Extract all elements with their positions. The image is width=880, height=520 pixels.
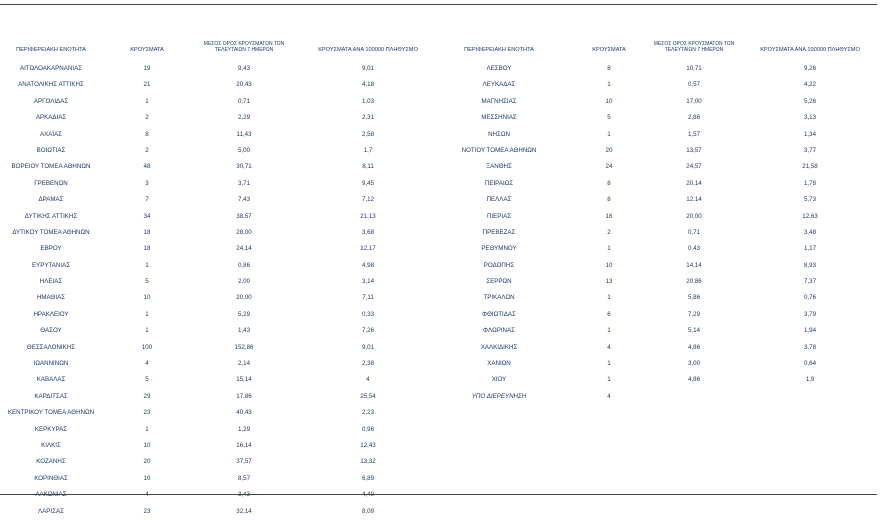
cell-unit: ΡΕΘΥΜΝΟΥ xyxy=(481,245,517,253)
cell-per-100k: 12,63 xyxy=(802,212,818,220)
cell-unit: ΚΕΝΤΡΙΚΟΥ ΤΟΜΕΑ ΑΘΗΝΩΝ xyxy=(7,409,95,417)
cell-cases: 1 xyxy=(607,327,611,335)
table-row xyxy=(0,422,450,438)
cell-unit: ΗΛΕΙΑΣ xyxy=(39,278,63,286)
cell-per-100k xyxy=(294,487,442,503)
cell-avg-7-days: 17,00 xyxy=(686,97,702,105)
cell-unit: ΒΟΙΩΤΙΑΣ xyxy=(36,146,66,154)
cell-unit: ΧΑΝΙΩΝ xyxy=(487,360,511,368)
header-avg-7-days xyxy=(648,41,740,53)
cell-avg-7-days: 12,14 xyxy=(686,196,702,204)
table-row xyxy=(452,159,878,175)
cell-per-100k: 9,26 xyxy=(803,65,817,72)
table-row xyxy=(452,225,878,241)
cell-unit: ΝΟΤΙΟΥ ΤΟΜΕΑ ΑΘΗΝΩΝ xyxy=(461,146,537,154)
cell-avg-7-days: 0,71 xyxy=(237,97,251,105)
cell-unit: ΞΑΝΘΗΣ xyxy=(486,163,512,171)
table-row xyxy=(452,241,878,257)
cell-unit: ΠΡΕΒΕΖΑΣ xyxy=(482,228,516,236)
cell-unit: ΔΡΑΜΑΣ xyxy=(38,196,64,204)
table-row xyxy=(452,372,878,388)
cell-cases: 10 xyxy=(143,441,151,449)
cell-per-100k: 3,77 xyxy=(803,146,817,154)
cell-unit: ΕΒΡΟΥ xyxy=(40,245,62,253)
cell-cases: 2 xyxy=(145,114,149,122)
cell-per-100k: 4,98 xyxy=(361,261,375,269)
table-row xyxy=(0,504,450,520)
cell-cases: 4 xyxy=(607,343,611,351)
bottom-divider xyxy=(0,494,877,495)
cell-avg-7-days: 14,14 xyxy=(686,261,702,269)
cell-avg-7-days: 0,86 xyxy=(237,261,251,269)
cell-per-100k: 3,68 xyxy=(361,228,375,236)
cell-cases: 8 xyxy=(145,130,149,138)
cell-avg-7-days: 5,00 xyxy=(237,146,251,154)
cell-avg-7-days: 28,00 xyxy=(236,228,252,236)
header-unit: ΠΕΡΙΦΕΡΕΙΑΚΗ ΕΝΟΤΗΤΑ xyxy=(16,47,86,53)
table-row xyxy=(452,258,878,274)
cell-per-100k: 5,73 xyxy=(803,196,817,204)
cell-avg-7-days: 8,57 xyxy=(237,474,251,482)
cell-cases: 10 xyxy=(605,261,613,269)
table-row xyxy=(0,340,450,356)
table-body xyxy=(0,61,450,520)
cell-unit: ΙΩΑΝΝΙΝΩΝ xyxy=(33,360,69,368)
header-avg-line2: ΤΕΛΕΥΤΑΙΩΝ 7 ΗΜΕΡΩΝ xyxy=(664,47,724,53)
cell-cases: 19 xyxy=(143,65,151,72)
table-row xyxy=(0,307,450,323)
table-row xyxy=(0,356,450,372)
cell-per-100k: 5,26 xyxy=(803,97,817,105)
header-cases: ΚΡΟΥΣΜΑΤΑ xyxy=(592,47,626,53)
cell-cases: 7 xyxy=(145,196,149,204)
table-row xyxy=(0,143,450,159)
cell-avg-7-days: 11,43 xyxy=(236,130,252,138)
cell-unit: ΚΑΒΑΛΑΣ xyxy=(36,376,66,384)
cell-avg-7-days: 5,29 xyxy=(237,310,251,318)
cell-avg-7-days: 37,57 xyxy=(236,458,252,466)
cell-per-100k: 2,31 xyxy=(361,114,375,122)
cell-per-100k: 1,34 xyxy=(803,130,817,138)
cell-unit: ΗΜΑΘΙΑΣ xyxy=(36,294,66,302)
table-row xyxy=(452,356,878,372)
table-row xyxy=(0,61,450,77)
table-body xyxy=(452,61,878,405)
cell-per-100k: 8,09 xyxy=(361,507,375,515)
cell-per-100k: 0,33 xyxy=(361,310,375,318)
cell-cases: 23 xyxy=(143,507,151,515)
cell-cases xyxy=(118,487,176,503)
cell-cases: 1 xyxy=(145,425,149,433)
table-row xyxy=(452,143,878,159)
cell-unit: ΜΕΣΣΗΝΙΑΣ xyxy=(481,114,517,122)
cell-cases: 10 xyxy=(143,294,151,302)
cell-avg-7-days: 16,14 xyxy=(236,441,252,449)
cell-unit: ΔΥΤΙΚΗΣ ΑΤΤΙΚΗΣ xyxy=(24,212,78,220)
cell-avg-7-days: 24,57 xyxy=(686,163,702,171)
cell-per-100k: 3,48 xyxy=(803,228,817,236)
cell-cases: 4 xyxy=(145,360,149,368)
cell-unit: ΚΟΡΙΝΘΙΑΣ xyxy=(34,474,68,482)
table-row xyxy=(0,159,450,175)
table-row xyxy=(0,274,450,290)
cell-cases: 48 xyxy=(143,163,151,171)
cell-cases: 5 xyxy=(145,278,149,286)
cell-unit: ΑΝΑΤΟΛΙΚΗΣ ΑΤΤΙΚΗΣ xyxy=(18,81,84,89)
cell-unit: ΠΙΕΡΙΑΣ xyxy=(486,212,512,220)
cell-per-100k: 7,37 xyxy=(803,278,817,286)
table-row xyxy=(0,258,450,274)
cell-avg-7-days: 40,43 xyxy=(236,409,252,417)
cell-cases: 23 xyxy=(143,409,151,417)
cell-avg-7-days: 1,29 xyxy=(237,425,251,433)
cell-avg-7-days: 3,00 xyxy=(687,360,701,368)
cell-unit: ΣΕΡΡΩΝ xyxy=(486,278,512,286)
cell-avg-7-days: 20,00 xyxy=(236,294,252,302)
cell-cases: 20 xyxy=(143,458,151,466)
cell-cases: 5 xyxy=(607,114,611,122)
cell-cases: 1 xyxy=(145,310,149,318)
cell-unit: ΚΕΡΚΥΡΑΣ xyxy=(34,425,68,433)
cell-per-100k: 21,58 xyxy=(802,163,818,171)
cell-unit: ΦΛΩΡΙΝΑΣ xyxy=(483,327,515,335)
cell-unit: ΛΕΣΒΟΥ xyxy=(486,65,512,72)
cell-per-100k: 21,13 xyxy=(360,212,376,220)
cell-per-100k: 4,22 xyxy=(803,81,817,89)
table-row xyxy=(452,192,878,208)
cell-per-100k: 1,9 xyxy=(805,376,815,384)
cell-avg-7-days: 17,86 xyxy=(236,392,252,400)
cell-cases: 3 xyxy=(145,179,149,187)
table-row xyxy=(452,340,878,356)
cell-unit: ΑΧΑΪΑΣ xyxy=(39,130,63,138)
cell-per-100k: 8,11 xyxy=(362,163,374,171)
cell-per-100k: 9,01 xyxy=(361,343,375,351)
table-row xyxy=(0,487,450,503)
cell-avg-7-days: 4,86 xyxy=(687,376,701,384)
header-avg-line1: ΜΕΣΟΣ ΟΡΟΣ ΚΡΟΥΣΜΑΤΩΝ ΤΩΝ xyxy=(203,41,285,47)
table-row xyxy=(0,94,450,110)
cell-avg-7-days: 9,43 xyxy=(237,65,251,72)
cell-avg-7-days xyxy=(195,487,293,503)
header-avg-line2: ΤΕΛΕΥΤΑΙΩΝ 7 ΗΜΕΡΩΝ xyxy=(214,47,274,53)
table-row xyxy=(0,389,450,405)
cell-cases: 20 xyxy=(605,146,613,154)
cell-avg-7-days: 20,14 xyxy=(686,179,702,187)
cell-cases: 1 xyxy=(607,81,611,89)
table-row xyxy=(0,372,450,388)
table-row xyxy=(452,110,878,126)
cell-unit xyxy=(0,487,102,503)
header-unit: ΠΕΡΙΦΕΡΕΙΑΚΗ ΕΝΟΤΗΤΑ xyxy=(464,47,534,53)
table-row xyxy=(452,77,878,93)
table-header xyxy=(452,40,878,56)
cell-per-100k: 2,23 xyxy=(361,409,375,417)
table-row xyxy=(0,290,450,306)
table-row xyxy=(0,176,450,192)
cell-cases: 1 xyxy=(145,97,149,105)
cell-cases: 2 xyxy=(607,228,611,236)
table-row xyxy=(452,274,878,290)
cell-cases: 1 xyxy=(607,360,611,368)
cell-avg-7-days: 20,86 xyxy=(686,278,702,286)
cell-per-100k: 3,78 xyxy=(803,343,817,351)
table-row xyxy=(452,176,878,192)
cell-avg-7-days: 0,71 xyxy=(687,228,701,236)
cell-per-100k: 13,32 xyxy=(360,458,376,466)
cell-avg-7-days: 20,00 xyxy=(686,212,702,220)
cell-per-100k: 25,54 xyxy=(360,392,376,400)
cell-cases: 18 xyxy=(143,228,151,236)
cell-unit: ΧΙΟΥ xyxy=(491,376,507,384)
cell-unit: ΒΟΡΕΙΟΥ ΤΟΜΕΑ ΑΘΗΝΩΝ xyxy=(11,163,91,171)
table-row xyxy=(0,209,450,225)
cell-unit: ΥΠΟ ΔΙΕΡΕΥΝΗΣΗ xyxy=(471,392,527,400)
table-row xyxy=(452,323,878,339)
table-row xyxy=(0,471,450,487)
cell-unit: ΗΡΑΚΛΕΙΟΥ xyxy=(33,310,69,318)
cell-unit: ΝΗΣΩΝ xyxy=(488,130,510,138)
cell-cases: 1 xyxy=(607,376,611,384)
table-row xyxy=(0,323,450,339)
table-header xyxy=(0,40,450,56)
cell-avg-7-days: 20,43 xyxy=(236,81,252,89)
cell-cases: 24 xyxy=(605,163,613,171)
cell-cases: 8 xyxy=(607,196,611,204)
table-row xyxy=(0,127,450,143)
cell-avg-7-days: 5,86 xyxy=(687,294,701,302)
cell-unit: ΔΥΤΙΚΟΥ ΤΟΜΕΑ ΑΘΗΝΩΝ xyxy=(12,228,90,236)
cell-cases: 10 xyxy=(605,97,613,105)
cell-cases: 1 xyxy=(145,327,149,335)
cell-avg-7-days: 1,43 xyxy=(237,327,251,335)
cell-per-100k: 7,12 xyxy=(361,196,375,204)
cell-avg-7-days: 7,43 xyxy=(237,196,251,204)
cell-unit: ΤΡΙΚΑΛΩΝ xyxy=(483,294,515,302)
cell-avg-7-days: 0,43 xyxy=(687,245,701,253)
table-row xyxy=(452,307,878,323)
cell-per-100k: 0,76 xyxy=(803,294,817,302)
cell-unit: ΦΘΙΩΤΙΔΑΣ xyxy=(482,310,516,318)
header-avg-line1: ΜΕΣΟΣ ΟΡΟΣ ΚΡΟΥΣΜΑΤΩΝ ΤΩΝ xyxy=(653,41,735,47)
cell-avg-7-days: 152,86 xyxy=(234,343,254,351)
table-row xyxy=(0,454,450,470)
cell-cases: 29 xyxy=(143,392,151,400)
table-row xyxy=(452,290,878,306)
cell-per-100k: 3,79 xyxy=(803,310,817,318)
cell-avg-7-days: 13,57 xyxy=(686,146,702,154)
cell-per-100k: 7,26 xyxy=(361,327,375,335)
cell-unit: ΛΑΡΙΣΑΣ xyxy=(38,507,64,515)
cell-per-100k: 7,11 xyxy=(362,294,374,302)
cell-avg-7-days: 24,14 xyxy=(236,245,252,253)
table-row xyxy=(0,405,450,421)
table-row xyxy=(0,192,450,208)
cell-per-100k: 4,18 xyxy=(361,81,375,89)
cell-avg-7-days: 2,00 xyxy=(237,278,251,286)
cell-avg-7-days: 4,86 xyxy=(687,343,701,351)
table-row xyxy=(452,389,878,405)
table-row xyxy=(452,94,878,110)
cell-per-100k: 0,96 xyxy=(361,425,375,433)
table-row xyxy=(0,110,450,126)
cell-per-100k: 1,17 xyxy=(803,245,817,253)
top-divider xyxy=(0,4,877,5)
cell-per-100k: 3,13 xyxy=(803,114,817,122)
cell-cases: 13 xyxy=(605,278,613,286)
table-row xyxy=(0,225,450,241)
cell-per-100k: 6,89 xyxy=(361,474,375,482)
cell-cases: 100 xyxy=(141,343,153,351)
table-row xyxy=(452,127,878,143)
cell-avg-7-days: 2,86 xyxy=(687,114,701,122)
cell-cases: 21 xyxy=(143,81,151,89)
cell-cases: 1 xyxy=(607,245,611,253)
cell-unit: ΠΕΛΛΑΣ xyxy=(486,196,512,204)
header-per-100k: ΚΡΟΥΣΜΑΤΑ ΑΝΑ 100000 ΠΛΗΘΥΣΜΟ xyxy=(760,47,860,53)
table-row xyxy=(0,438,450,454)
cell-unit: ΚΟΖΑΝΗΣ xyxy=(36,458,66,466)
cell-cases: 18 xyxy=(143,245,151,253)
cell-cases: 1 xyxy=(607,130,611,138)
table-row xyxy=(452,61,878,77)
cell-unit: ΑΡΓΟΛΙΔΑΣ xyxy=(33,97,69,105)
cell-cases: 34 xyxy=(143,212,151,220)
cell-unit: ΠΕΙΡΑΙΩΣ xyxy=(484,179,514,187)
header-cases: ΚΡΟΥΣΜΑΤΑ xyxy=(130,47,164,53)
cell-unit: ΛΕΥΚΑΔΑΣ xyxy=(482,81,516,89)
cell-cases: 1 xyxy=(607,294,611,302)
cell-unit: ΘΑΣΟΥ xyxy=(40,327,62,335)
cell-unit: ΓΡΕΒΕΝΩΝ xyxy=(34,179,68,187)
cell-per-100k: 1,78 xyxy=(803,179,817,187)
cell-avg-7-days: 32,14 xyxy=(236,507,252,515)
cell-unit: ΜΑΓΝΗΣΙΑΣ xyxy=(481,97,517,105)
table-row xyxy=(0,77,450,93)
cell-cases: 6 xyxy=(607,310,611,318)
cell-cases: 5 xyxy=(145,376,149,384)
cell-per-100k: 0,64 xyxy=(803,360,817,368)
table-row xyxy=(0,241,450,257)
cell-per-100k: 12,17 xyxy=(360,245,376,253)
cell-per-100k: 1,94 xyxy=(803,327,817,335)
cell-unit: ΚΑΡΔΙΤΣΑΣ xyxy=(34,392,68,400)
cell-unit: ΑΙΤΩΛΟΑΚΑΡΝΑΝΙΑΣ xyxy=(19,65,83,72)
cell-unit: ΘΕΣΣΑΛΟΝΙΚΗΣ xyxy=(26,343,76,351)
cell-per-100k: 8,93 xyxy=(803,261,817,269)
cell-per-100k: 9,45 xyxy=(361,179,375,187)
cell-avg-7-days: 15,14 xyxy=(236,376,252,384)
cell-cases: 8 xyxy=(607,65,611,72)
cell-avg-7-days: 3,71 xyxy=(237,179,251,187)
cell-avg-7-days: 30,71 xyxy=(236,163,252,171)
cell-per-100k: 1,7 xyxy=(363,146,373,154)
cell-per-100k: 2,38 xyxy=(361,360,375,368)
cell-cases: 10 xyxy=(143,474,151,482)
header-avg-7-days xyxy=(195,41,293,53)
cell-per-100k: 1,03 xyxy=(361,97,375,105)
cell-avg-7-days: 5,14 xyxy=(687,327,701,335)
cell-avg-7-days: 38,57 xyxy=(236,212,252,220)
cell-per-100k: 3,14 xyxy=(361,278,375,286)
cell-avg-7-days: 0,57 xyxy=(687,81,701,89)
cell-avg-7-days: 10,71 xyxy=(686,65,702,72)
cell-per-100k: 2,58 xyxy=(361,130,375,138)
table-row xyxy=(452,209,878,225)
cell-avg-7-days: 2,29 xyxy=(237,114,251,122)
cell-per-100k: 4 xyxy=(366,376,370,384)
cell-per-100k: 12,43 xyxy=(360,441,376,449)
cell-avg-7-days: 2,14 xyxy=(237,360,251,368)
cell-avg-7-days: 7,29 xyxy=(687,310,701,318)
cell-unit: ΕΥΡΥΤΑΝΙΑΣ xyxy=(31,261,71,269)
cell-avg-7-days: 1,57 xyxy=(687,130,701,138)
header-per-100k: ΚΡΟΥΣΜΑΤΑ ΑΝΑ 100000 ΠΛΗΘΥΣΜΟ xyxy=(318,47,418,53)
cell-unit: ΡΟΔΟΠΗΣ xyxy=(483,261,515,269)
cell-cases: 4 xyxy=(607,392,611,400)
cell-unit: ΚΙΛΚΙΣ xyxy=(41,441,61,449)
cell-cases: 16 xyxy=(605,212,613,220)
cell-per-100k: 9,01 xyxy=(361,65,375,72)
cell-cases: 1 xyxy=(145,261,149,269)
cell-cases: 2 xyxy=(145,146,149,154)
cell-unit: ΧΑΛΚΙΔΙΚΗΣ xyxy=(480,343,518,351)
cell-unit: ΑΡΚΑΔΙΑΣ xyxy=(35,114,67,122)
cell-cases: 8 xyxy=(607,179,611,187)
